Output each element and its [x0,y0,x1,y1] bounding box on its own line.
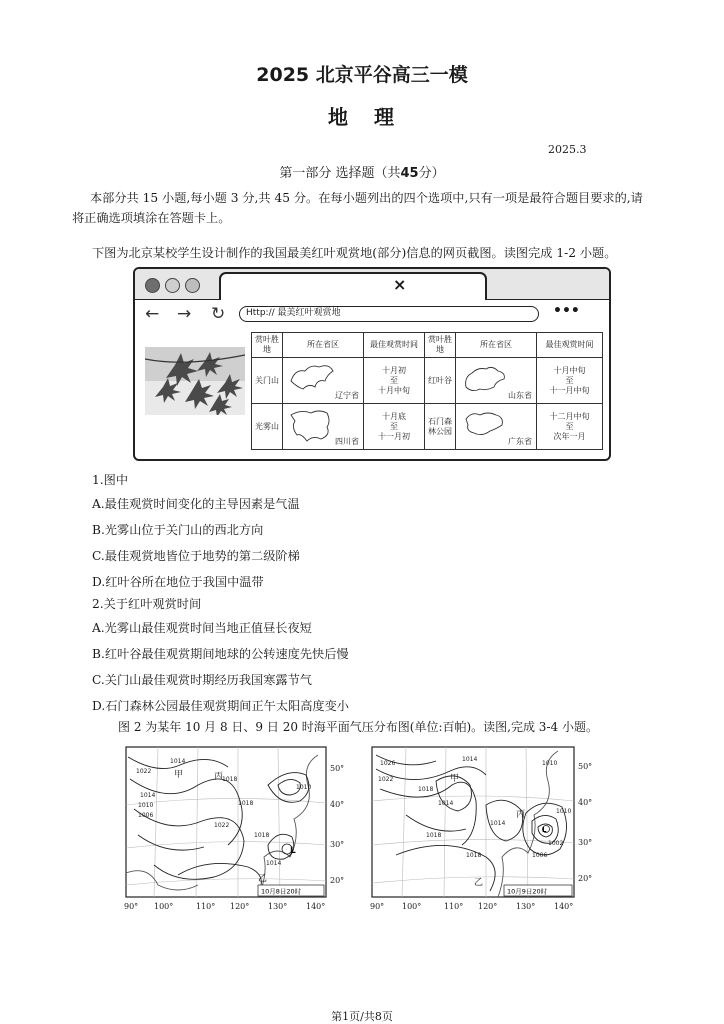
lat-label: 40° [330,800,345,809]
red-leaves-photo [145,347,245,415]
address-text: Http:// 最美红叶观赏地 [246,308,341,318]
province-map-cell [283,358,364,404]
isobar-label: 1006 [532,852,548,859]
isobar-label: 1006 [138,812,154,819]
section-score: 45 [400,166,419,181]
isobar-label: 1010 [296,784,312,791]
lon-label: 100° [402,902,422,911]
time-to: 至 [390,375,398,385]
table-row [252,404,603,450]
question-stem: 2.关于红叶观赏时间 [92,597,202,611]
isobar-label: 1014 [170,758,186,765]
viewing-time [364,404,425,450]
lon-label: 110° [196,902,216,911]
place-label: 乙 [258,874,268,884]
section-heading [0,162,724,181]
isobar-label: 1014 [462,756,478,763]
option-d: D.红叶谷所在地位于我国中温带 [92,575,264,589]
header-cell: 最佳观赏时间 [537,333,603,358]
pressure-map-oct9 [366,745,598,915]
question-1 [92,470,682,598]
time-end: 十一月中旬 [549,385,590,395]
instructions [72,188,662,228]
browser-tab [219,272,487,300]
isobar-label: 1014 [140,792,156,799]
instructions-line-2: 将正确选项填涂在答题卡上。 [72,211,231,225]
option-c: C.关门山最佳观赏时期经历我国寒露节气 [92,673,312,687]
province-name: 四川省 [335,437,359,446]
place-label: 甲 [450,774,460,784]
option-d: D.石门森林公园最佳观赏期间正午太阳高度变小 [92,699,349,713]
window-dot-icon [165,278,180,293]
lat-label: 20° [578,874,593,883]
isobar-label: 1010 [556,808,572,815]
lat-label: 40° [578,798,593,807]
header-cell: 赏叶胜地 [425,333,456,358]
page-number: 第1页/共8页 [331,1010,393,1023]
province-outline-guangdong [460,407,510,443]
header-cell: 所在省区 [456,333,537,358]
place-label: 丙 [516,810,526,820]
lat-label: 50° [330,764,345,773]
time-start: 十月初 [382,365,406,375]
subject-char-1: 地 [328,105,350,129]
province-outline-sichuan [287,407,337,443]
option-b: B.光雾山位于关门山的西北方向 [92,523,264,537]
time-start: 十月底 [382,411,406,421]
province-name: 辽宁省 [335,391,359,400]
lat-label: 20° [330,876,345,885]
time-end: 十一月初 [378,431,410,441]
time-end: 次年一月 [553,431,586,441]
place-label: 甲 [174,770,184,780]
province-map-cell [456,358,537,404]
table-row [252,358,603,404]
isobar-label: 1018 [466,852,482,859]
isobar-label: 1014 [490,820,506,827]
isobar-label: 1022 [214,822,230,829]
more-icon: ••• [553,303,580,319]
time-to: 至 [565,421,574,431]
isobar-label: 1010 [138,802,154,809]
lon-label: 90° [370,902,385,911]
isobar-label: 1018 [238,800,254,807]
header-cell: 所在省区 [283,333,364,358]
viewing-time [364,358,425,404]
lon-label: 90° [124,902,139,911]
map-center-L: L [542,826,547,834]
place-label: 丙 [214,772,224,782]
header-cell: 最佳观赏时间 [364,333,425,358]
option-a: A.光雾山最佳观赏时间当地正值昼长夜短 [92,621,312,635]
close-icon: × [393,275,407,294]
lon-label: 120° [230,902,250,911]
section-suffix: 分） [418,166,445,181]
isobar-label: 1014 [438,800,454,807]
isobar-label: 1018 [426,832,442,839]
isobar-label: 1014 [266,860,282,867]
map-date-label: 10月8日20时 [261,887,302,896]
back-arrow-icon: ← [145,304,160,324]
option-b: B.红叶谷最佳观赏期间地球的公转速度先快后慢 [92,647,349,661]
option-a: A.最佳观赏时间变化的主导因素是气温 [92,497,300,511]
isobar-label: 1022 [378,776,394,783]
exam-date: 2025.3 [548,143,587,156]
lat-label: 50° [578,762,593,771]
viewing-time [537,358,603,404]
question-stem: 1.图中 [92,473,129,487]
map-center-L: L [290,846,296,856]
viewing-time [537,404,603,450]
lon-label: 120° [478,902,498,911]
window-dot-icon [185,278,200,293]
red-leaf-sites-table [251,332,603,450]
site-name: 红叶谷 [425,358,456,404]
isobar-label: 1022 [136,768,152,775]
map-date-label: 10月9日20时 [507,887,548,896]
isobar-label: 1018 [254,832,270,839]
province-outline-shandong [460,361,510,397]
window-dot-icon [145,278,160,293]
lat-label: 30° [578,838,593,847]
instructions-line-1: 本部分共 15 小题,每小题 3 分,共 45 分。在每小题列出的四个选项中,只有一项是最符合题目要求的,请 [90,191,643,205]
lon-label: 130° [268,902,288,911]
subject-char-2: 理 [374,105,396,129]
isobar-label: 1018 [418,786,434,793]
lon-label: 140° [554,902,574,911]
isobar-label: 1018 [222,776,238,783]
isobar-label: 1010 [542,760,558,767]
isobar-label: 1026 [380,760,396,767]
province-outline-liaoning [287,361,337,397]
time-to: 至 [390,421,398,431]
browser-figure [133,267,611,461]
time-end: 十月中旬 [378,385,410,395]
question-2 [92,594,682,722]
address-bar [239,306,539,322]
subject-title [0,101,724,130]
province-name: 广东省 [508,437,532,446]
figure2-caption: 图 2 为某年 10 月 8 日、9 日 20 时海平面气压分布图(单位:百帕)。读图,完成 3-4 小题。 [118,720,598,734]
reload-icon: ↻ [211,304,226,324]
site-name: 光雾山 [252,404,283,450]
figure1-caption: 下图为北京某校学生设计制作的我国最美红叶观赏地(部分)信息的网页截图。读图完成 1-2 小题。 [92,246,617,260]
pressure-map-oct8 [118,745,348,915]
province-map-cell [283,404,364,450]
time-start: 十二月中旬 [549,411,590,421]
browser-tab-bar [135,269,609,300]
section-prefix: 第一部分 选择题（共 [279,166,401,181]
time-to: 至 [565,375,574,385]
lon-label: 110° [444,902,464,911]
option-c: C.最佳观赏地皆位于地势的第二级阶梯 [92,549,300,563]
forward-arrow-icon: → [177,304,192,324]
lon-label: 100° [154,902,174,911]
exam-title: 2025 北京平谷高三一模 [256,64,468,86]
place-label: 乙 [474,878,484,888]
isobar-label: 1002 [548,840,564,847]
province-map-cell [456,404,537,450]
lat-label: 30° [330,840,345,849]
header-cell: 赏叶胜地 [252,333,283,358]
site-name: 关门山 [252,358,283,404]
lon-label: 140° [306,902,326,911]
province-name: 山东省 [508,391,532,400]
lon-label: 130° [516,902,536,911]
site-name: 石门森林公园 [425,404,456,450]
time-start: 十月中旬 [553,365,586,375]
